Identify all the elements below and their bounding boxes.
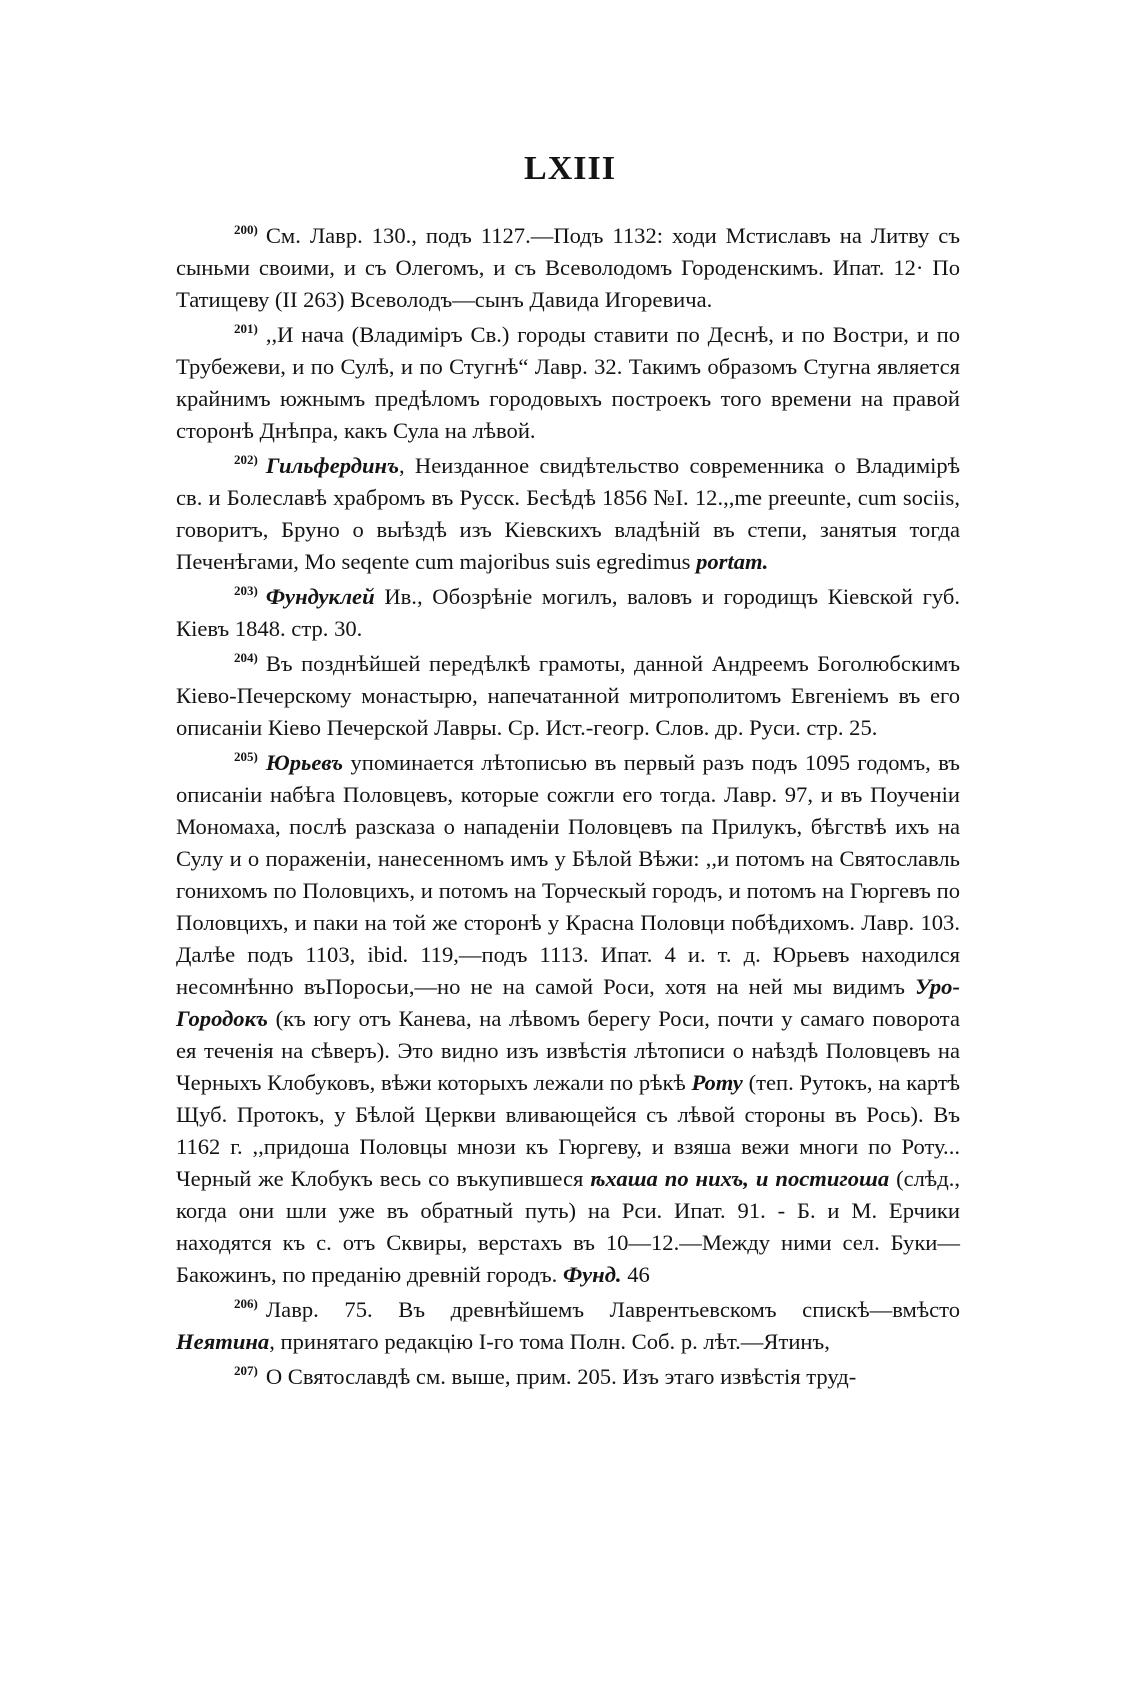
footnote [176,220,960,316]
footnote-number: 205) [234,749,258,765]
footnote-text: Ив., Обозрѣніе могилъ, валовъ и городищъ Кіевской губ. Кіевъ 1848. стр. 30. [176,584,960,641]
footnote-text: (къ югу отъ Канева, на лѣвомъ берегу Роси, почти у самаго поворота ея теченія на сѣверъ). Это видно изъ извѣстія лѣтописи о наѣздѣ Половцевъ на Черныхъ Клобуковъ, вѣжи которыхъ лежали по рѣкѣ [176,1006,960,1095]
footnote-italic-text: Неятина [176,1329,270,1354]
footnote-italic-text: Уро-Городокъ [176,974,960,1031]
footnote-number: 202) [234,452,258,468]
footnote-number: 206) [234,1296,258,1312]
footnote-number: 203) [234,583,258,599]
footnote-italic-text: Фундуклей [265,584,375,609]
footnote-text: , принятаго редакцію I-го тома Полн. Соб. р. лѣт.—Ятинъ, [269,1329,830,1354]
footnote [176,319,960,447]
footnote-text: Лавр. 75. Въ древнѣйшемъ Лаврентьевскомъ спискѣ—вмѣсто [265,1297,960,1322]
footnote-text: 46 [621,1262,650,1287]
footnote-number: 201) [234,321,258,337]
footnote [176,1361,960,1393]
footnote-text: (слѣд., когда они шли уже въ обратный путь) на Рси. Ипат. 91. - Б. и М. Ерчики находятся къ с. отъ Сквиры, верстахъ въ 10—12.—Между ними сел. Буки—Бакожинъ, по преданію древній городъ. [176,1166,960,1287]
footnote-text: упоминается лѣтописью въ первый разъ подъ 1095 годомъ, въ описаніи набѣга Половцевъ, которые сожгли его тогда. Лавр. 97, и въ Поученіи Мономаха, послѣ разсказа о нападеніи Половцевъ па Прилукъ, бѣгствѣ ихъ на Сулу и о пораженіи, нанесенномъ имъ у Бѣлой Вѣжи: ,,и потомъ на Святославль гонихомъ по Половцихъ, и потомъ на Торческый городъ, и потомъ на Гюргевъ по Половцихъ, и паки на той же сторонѣ у Красна Половци побѣдихомъ. Лавр. 103. Далѣе подъ 1103, ibid. 119,—подъ 1113. Ипат. 4 и. т. д. Юрьевъ находился несомнѣнно въПоросьи,—но не на самой Роси, хотя на ней мы видимъ [176,750,960,999]
footnote-text: ,,И нача (Владимiръ Св.) городы ставити по Деснѣ, и по Востри, и по Трубежеви, и по Сулѣ, и по Стугнѣ“ Лавр. 32. Такимъ образомъ Стугна является крайнимъ южнымъ предѣломъ городовыхъ построекъ того времени на правой сторонѣ Днѣпра, какъ Сула на лѣвой. [176,322,960,443]
footnote-italic-text: Гильфердинъ [265,453,399,478]
footnote-text: См. Лавр. 130., подъ 1127.—Подъ 1132: ходи Мстиславъ на Литву съ сыньми своими, и съ Олегомъ, и съ Всеволодомъ Городенскимъ. Ипат. 12· По Татищеву (II 263) Всеволодъ—сынъ Давида Игоревича. [176,223,960,312]
footnote [176,581,960,645]
footnote [176,1294,960,1358]
footnote [176,747,960,1291]
footnote [176,450,960,578]
footnote [176,648,960,744]
footnote-number: 207) [234,1363,258,1379]
footnote-italic-text: Юрьевъ [265,750,344,775]
footnote-text: Въ позднѣйшей передѣлкѣ грамоты, данной Андреемъ Боголюбскимъ Кіево-Печерскому монастырю, напечатанной митрополитомъ Евгеніемъ въ его описаніи Кіево Печерской Лавры. Ср. Ист.-геогр. Слов. др. Руси. стр. 25. [176,651,960,740]
footnote-text: (теп. Рутокъ, на картѣ Щуб. Протокъ, у Бѣлой Церкви вливающейся съ лѣвой стороны въ Рось). Въ 1162 г. ,,придоша Половцы мнози къ Гюргеву, и взяша вежи многи по Роту... Черный же Клобукъ весь со въкупившеся [176,1070,960,1191]
footnote-text: , Неизданное свидѣтельство современника о Владимірѣ св. и Болеславѣ храбромъ въ Русск. Бесѣдѣ 1856 №I. 12.,,me preeunte, cum sociis, говоритъ, Бруно о выѣздѣ изъ Кіевскихъ владѣній въ степи, занятыя тогда Печенѣгами, Mo seqente cum majoribus suis egredimus [176,453,960,574]
footnote-number: 204) [234,650,258,666]
footnote-italic-text: ѣхаша по нихъ, и постигоша [590,1166,890,1191]
footnote-italic-text: Роту [691,1070,743,1095]
footnote-text: О Святославдѣ см. выше, прим. 205. Изъ этаго извѣстія труд- [265,1364,857,1389]
footnote-number: 200) [234,222,258,238]
footnote-italic-text: Фунд. [562,1262,622,1287]
page-number: LXIII [524,150,616,187]
footnotes-list [176,220,960,1396]
footnote-italic-text: portam. [696,549,769,574]
